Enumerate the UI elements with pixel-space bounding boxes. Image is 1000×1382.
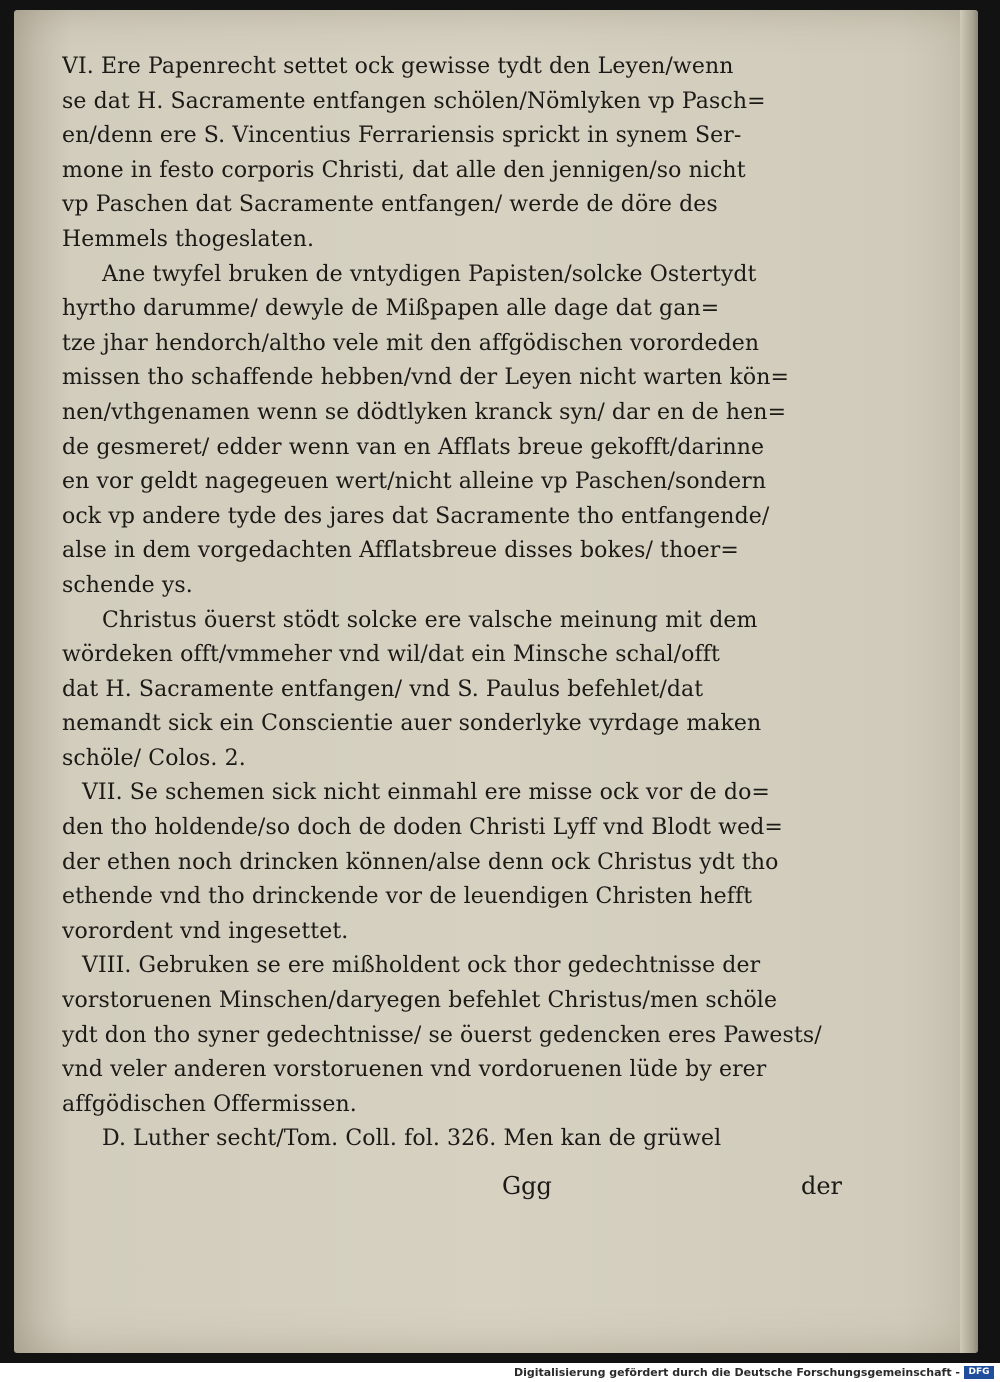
text-line: dat H. Sacramente entfangen/ vnd S. Paulus befehlet/dat [62, 676, 704, 702]
page-text-block [62, 50, 838, 1157]
text-line: hyrtho darumme/ dewyle de Mißpapen alle dage dat gan= [62, 296, 720, 322]
text-line: der ethen noch drincken können/alse denn ock Christus ydt tho [62, 849, 779, 875]
text-line: missen tho schaffende hebben/vnd der Leyen nicht warten kön= [62, 365, 790, 391]
footer-bar [0, 1363, 1000, 1382]
page-edge [960, 10, 978, 1353]
funding-notice: Digitalisierung gefördert durch die Deutsche Forschungsgemeinschaft - [513, 1366, 960, 1379]
text-line: ydt don tho syner gedechtnisse/ se öuerst gedencken eres Pawests/ [62, 1022, 822, 1048]
text-line: se dat H. Sacramente entfangen schölen/Nömlyken vp Pasch= [62, 88, 766, 114]
text-line: VI. Ere Papenrecht settet ock gewisse tydt den Leyen/wenn [62, 54, 734, 79]
text-line: en vor geldt nagegeuen wert/nicht alleine vp Paschen/sondern [62, 469, 767, 495]
text-line: mone in festo corporis Christi, dat alle den jennigen/so nicht [62, 157, 746, 183]
text-line: affgödischen Offermissen. [62, 1091, 357, 1117]
catchword: der [800, 1172, 842, 1200]
text-line: Ane twyfel bruken de vntydigen Papisten/solcke Ostertydt [102, 261, 757, 287]
text-line: D. Luther secht/Tom. Coll. fol. 326. Men kan de grüwel [102, 1126, 722, 1152]
text-line: VII. Se schemen sick nicht einmahl ere misse ock vor de do= [82, 780, 770, 806]
text-line: wördeken offt/vmmeher vnd wil/dat ein Minsche schal/offt [62, 642, 720, 668]
text-line: vorstoruenen Minschen/daryegen befehlet Christus/men schöle [62, 988, 778, 1014]
text-line: tze jhar hendorch/altho vele mit den affgödischen vorordeden [62, 330, 760, 356]
signature-mark: Ggg [502, 1172, 552, 1200]
text-line: schende ys. [62, 572, 193, 598]
text-line: ock vp andere tyde des jares dat Sacramente tho entfangende/ [62, 503, 770, 529]
text-line: nen/vthgenamen wenn se dödtlyken kranck syn/ dar en de hen= [62, 399, 787, 425]
text-line: alse in dem vorgedachten Afflatsbreue disses bokes/ thoer= [62, 538, 739, 564]
text-line: vnd veler anderen vorstoruenen vnd vordoruenen lüde by erer [62, 1057, 767, 1083]
text-line: VIII. Gebruken se ere mißholdent ock thor gedechtnisse der [82, 953, 761, 979]
text-line: Christus öuerst stödt solcke ere valsche meinung mit dem [102, 607, 758, 633]
text-line: schöle/ Colos. 2. [62, 745, 246, 771]
dfg-logo-icon: DFG [964, 1366, 994, 1379]
text-line: nemandt sick ein Conscientie auer sonderlyke vyrdage maken [62, 711, 762, 737]
text-line: Hemmels thogeslaten. [62, 226, 315, 252]
text-line: vp Paschen dat Sacramente entfangen/ werde de döre des [62, 192, 718, 218]
text-line: den tho holdende/so doch de doden Christi Lyff vnd Blodt wed= [62, 815, 783, 841]
text-line: vorordent vnd ingesettet. [62, 918, 349, 944]
text-line: en/denn ere S. Vincentius Ferrariensis sprickt in synem Ser- [62, 123, 742, 149]
text-line: ethende vnd tho drinckende vor de leuendigen Christen hefft [62, 884, 753, 910]
signature-row [62, 1168, 842, 1204]
text-line: de gesmeret/ edder wenn van en Afflats breue gekofft/darinne [62, 434, 765, 460]
